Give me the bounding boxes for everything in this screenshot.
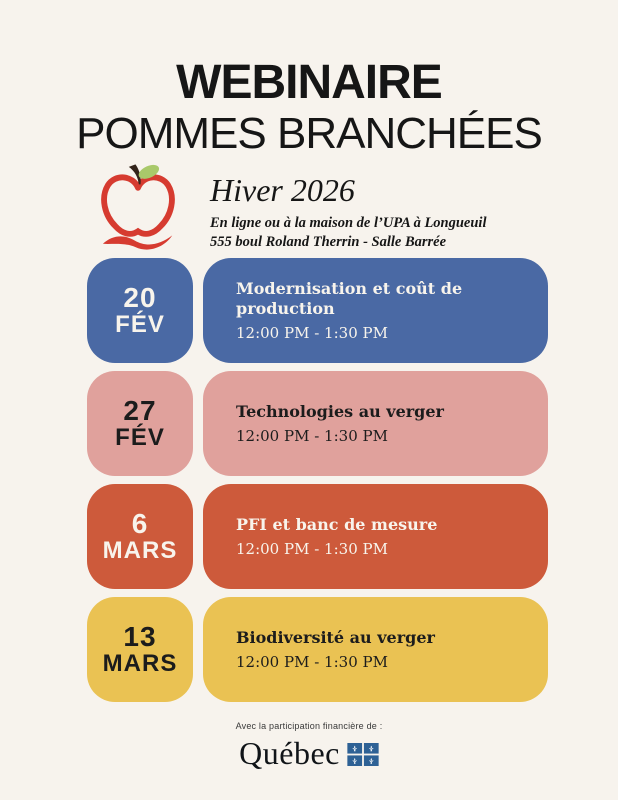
session-row-27-fev	[87, 371, 548, 476]
quebec-flag-icon	[347, 743, 379, 766]
session-title: Technologies au verger	[236, 401, 444, 421]
location-line-2: 555 boul Roland Therrin - Salle Barrée	[210, 234, 447, 251]
session-schedule	[87, 258, 548, 710]
session-date-badge	[87, 484, 193, 589]
poster-subtitle: POMMES BRANCHÉES	[76, 109, 542, 158]
intro-block	[210, 172, 550, 252]
session-month: FÉV	[115, 311, 165, 338]
session-row-13-mars	[87, 597, 548, 702]
poster-title: WEBINAIRE	[176, 56, 442, 109]
location-line-1: En ligne ou à la maison de l’UPA à Longueuil	[210, 214, 487, 231]
location-lines	[210, 214, 550, 253]
session-day: 13	[123, 620, 157, 652]
session-date-badge	[87, 371, 193, 476]
session-details	[203, 258, 548, 363]
session-time: 12:00 PM - 1:30 PM	[236, 324, 388, 343]
session-day: 27	[123, 394, 157, 426]
season-heading: Hiver 2026	[210, 172, 355, 208]
session-time: 12:00 PM - 1:30 PM	[236, 540, 388, 559]
session-row-20-fev	[87, 258, 548, 363]
session-time: 12:00 PM - 1:30 PM	[236, 427, 388, 446]
session-date-badge	[87, 597, 193, 702]
apple-logo-icon	[96, 161, 180, 253]
session-title: Modernisation et coût de production	[236, 278, 463, 318]
session-details	[203, 597, 548, 702]
quebec-wordmark: Québec	[239, 735, 340, 771]
funding-credit-text: Avec la participation financière de :	[235, 721, 383, 731]
quebec-government-logo	[0, 736, 618, 771]
session-title: PFI et banc de mesure	[236, 514, 438, 534]
session-month: MARS	[102, 650, 178, 677]
session-day: 20	[123, 281, 157, 313]
session-time: 12:00 PM - 1:30 PM	[236, 653, 388, 672]
session-day: 6	[131, 507, 149, 539]
session-title: Biodiversité au verger	[236, 627, 435, 647]
session-month: FÉV	[115, 424, 165, 451]
session-date-badge	[87, 258, 193, 363]
session-details	[203, 371, 548, 476]
session-details	[203, 484, 548, 589]
session-month: MARS	[102, 537, 178, 564]
session-row-6-mars	[87, 484, 548, 589]
